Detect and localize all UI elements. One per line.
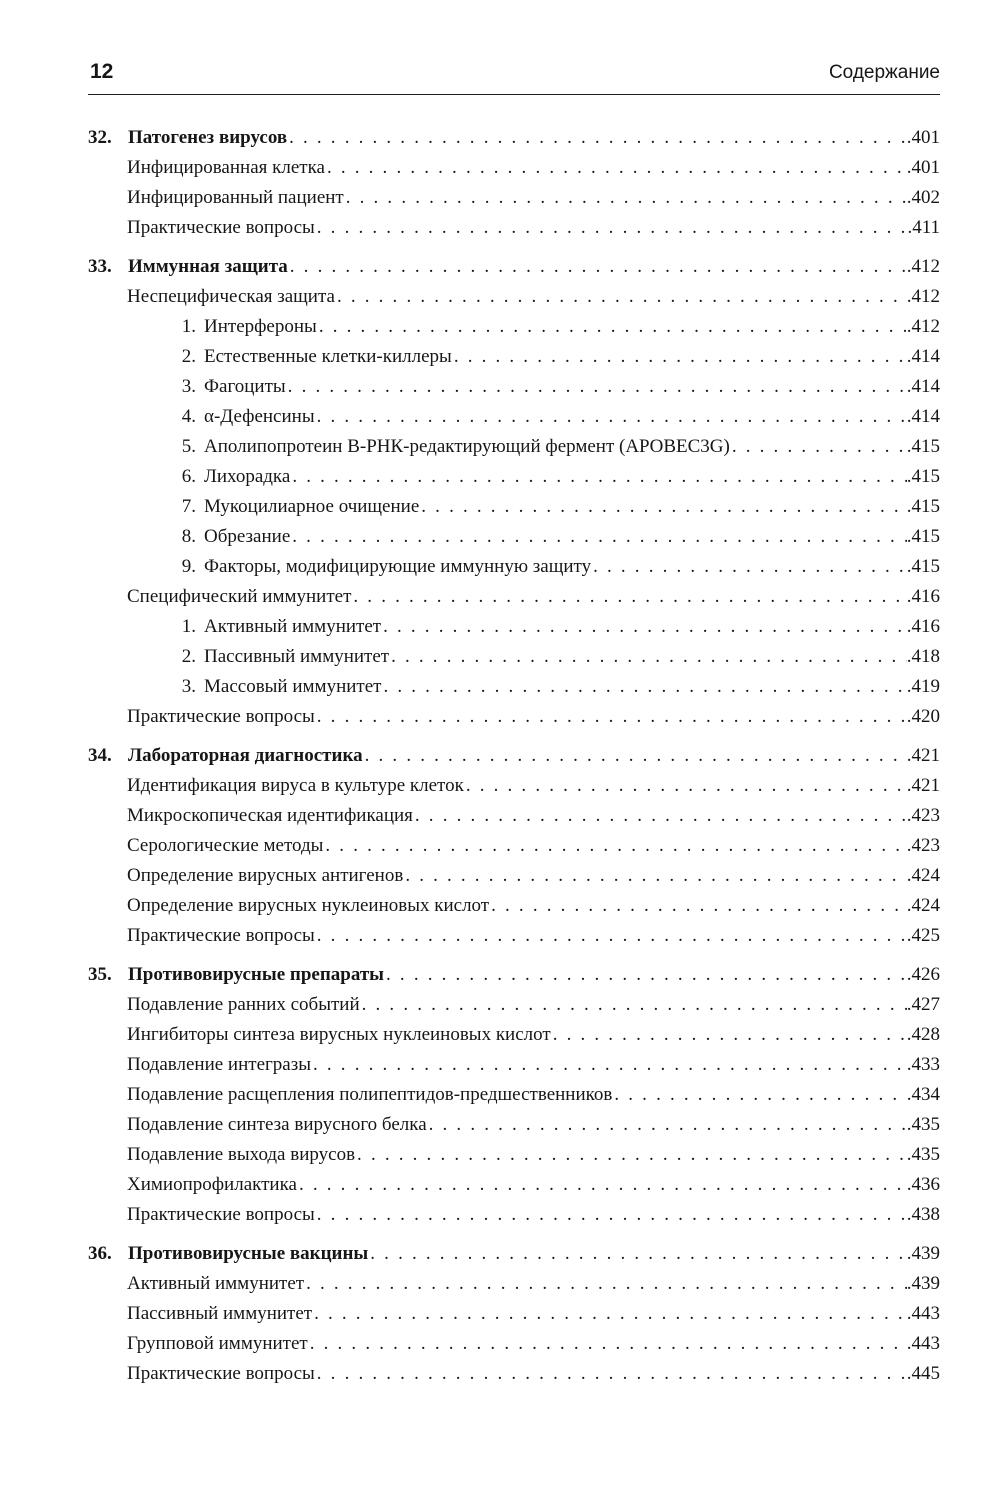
page-ref: .415 <box>906 436 940 457</box>
dot-leader <box>730 432 907 462</box>
toc-entry <box>88 1110 940 1140</box>
toc-entry <box>88 213 940 243</box>
dot-leader <box>304 1269 907 1299</box>
entry-title: Фагоциты <box>204 376 286 397</box>
page-ref: .401 <box>906 157 940 178</box>
entry-title: Специфический иммунитет <box>127 586 352 607</box>
page-ref: .445 <box>906 1363 940 1384</box>
dot-leader <box>308 1329 907 1359</box>
entry-title: Массовый иммунитет <box>204 676 382 697</box>
entry-title: Активный иммунитет <box>204 616 382 637</box>
page-ref: .416 <box>906 616 940 637</box>
toc-entry <box>88 801 940 831</box>
dot-leader <box>311 1050 907 1080</box>
page-ref: .421 <box>906 745 940 766</box>
table-of-contents <box>88 122 940 1397</box>
entry-title: Определение вирусных нуклеиновых кислот <box>127 895 490 916</box>
entry-number: 8. <box>181 526 196 547</box>
dot-leader <box>315 921 907 951</box>
toc-entry <box>88 1080 940 1110</box>
entry-title: Неспецифическая защита <box>127 286 335 307</box>
page-ref: .411 <box>907 217 940 238</box>
entry-title: Пассивный иммунитет <box>204 646 390 667</box>
toc-entry <box>88 861 940 891</box>
page-ref: .433 <box>906 1054 940 1075</box>
chapter-number: 32. <box>88 127 112 148</box>
page-ref: .435 <box>906 1114 940 1135</box>
toc-entry <box>88 831 940 861</box>
entry-title: Практические вопросы <box>127 217 315 238</box>
dot-leader <box>315 1359 907 1389</box>
entry-number: 5. <box>181 436 196 457</box>
toc-subentry <box>88 552 940 582</box>
toc-subentry <box>88 372 940 402</box>
entry-number: 2. <box>181 346 196 367</box>
page-ref: .425 <box>906 925 940 946</box>
toc-subentry <box>88 432 940 462</box>
page-ref: .412 <box>906 286 940 307</box>
entry-number: 4. <box>181 406 196 427</box>
toc-entry <box>88 153 940 183</box>
entry-title: α-Дефенсины <box>204 406 315 427</box>
entry-title: Подавление синтеза вирусного белка <box>127 1114 427 1135</box>
page-ref: .438 <box>906 1204 940 1225</box>
page-ref: .443 <box>906 1303 940 1324</box>
toc-subentry <box>88 462 940 492</box>
dot-leader <box>384 959 907 990</box>
entry-title: Практические вопросы <box>127 1204 315 1225</box>
entry-title: Ингибиторы синтеза вирусных нуклеиновых кислот <box>127 1024 551 1045</box>
dot-leader <box>287 122 907 153</box>
chapter-heading <box>88 251 940 282</box>
toc-entry <box>88 183 940 213</box>
entry-title: Серологические методы <box>127 835 324 856</box>
dot-leader <box>317 312 907 342</box>
entry-number: 7. <box>181 496 196 517</box>
page-ref: .414 <box>906 376 940 397</box>
dot-leader <box>489 891 907 921</box>
dot-leader <box>551 1020 907 1050</box>
toc-entry <box>88 1329 940 1359</box>
page-ref: .401 <box>906 127 940 148</box>
page-ref: .421 <box>906 775 940 796</box>
page-ref: .443 <box>906 1333 940 1354</box>
toc-entry <box>88 990 940 1020</box>
dot-leader <box>363 740 907 771</box>
entry-number: 1. <box>181 316 196 337</box>
toc-subentry <box>88 402 940 432</box>
dot-leader <box>452 342 907 372</box>
page-ref: .415 <box>906 466 940 487</box>
entry-title: Практические вопросы <box>127 925 315 946</box>
page-ref: .415 <box>906 556 940 577</box>
toc-entry <box>88 771 940 801</box>
page-ref: .416 <box>906 586 940 607</box>
entry-title: Практические вопросы <box>127 706 315 727</box>
entry-title: Активный иммунитет <box>127 1273 305 1294</box>
entry-title: Инфицированный пациент <box>127 187 344 208</box>
entry-number: 3. <box>181 376 196 397</box>
toc-entry <box>88 1170 940 1200</box>
chapter-title: Лабораторная диагностика <box>128 745 363 766</box>
toc-entry <box>88 582 940 612</box>
page-ref: .428 <box>906 1024 940 1045</box>
dot-leader <box>344 183 907 213</box>
dot-leader <box>315 1200 907 1230</box>
entry-title: Подавление выхода вирусов <box>127 1144 356 1165</box>
toc-chapter-33 <box>88 251 940 732</box>
dot-leader <box>464 771 907 801</box>
dot-leader <box>335 282 907 312</box>
entry-title: Практические вопросы <box>127 1363 315 1384</box>
page-ref: .402 <box>906 187 940 208</box>
dot-leader <box>297 1170 907 1200</box>
chapter-heading <box>88 122 940 153</box>
toc-entry <box>88 1299 940 1329</box>
page-ref: .419 <box>906 676 940 697</box>
chapter-number: 34. <box>88 745 112 766</box>
dot-leader <box>381 672 906 702</box>
toc-chapter-34 <box>88 740 940 951</box>
dot-leader <box>323 831 906 861</box>
page-ref: .435 <box>906 1144 940 1165</box>
chapter-number: 33. <box>88 256 112 277</box>
toc-entry <box>88 1269 940 1299</box>
dot-leader <box>413 801 907 831</box>
dot-leader <box>612 1080 906 1110</box>
toc-chapter-32 <box>88 122 940 243</box>
entry-title: Идентификация вируса в культуре клеток <box>127 775 464 796</box>
dot-leader <box>325 153 907 183</box>
dot-leader <box>290 462 906 492</box>
entry-title: Обрезание <box>204 526 291 547</box>
dot-leader <box>403 861 906 891</box>
entry-title: Определение вирусных антигенов <box>127 865 404 886</box>
page-ref: .412 <box>906 256 940 277</box>
toc-chapter-35 <box>88 959 940 1230</box>
page-ref: .439 <box>906 1273 940 1294</box>
entry-number: 2. <box>181 646 196 667</box>
page-ref: .414 <box>906 346 940 367</box>
page-ref: .439 <box>906 1243 940 1264</box>
toc-entry <box>88 1050 940 1080</box>
entry-number: 6. <box>181 466 196 487</box>
entry-title: Групповой иммунитет <box>127 1333 308 1354</box>
entry-title: Пассивный иммунитет <box>127 1303 313 1324</box>
dot-leader <box>315 402 907 432</box>
dot-leader <box>360 990 907 1020</box>
toc-chapter-36 <box>88 1238 940 1389</box>
page-header <box>88 58 940 95</box>
page-ref: .426 <box>906 964 940 985</box>
entry-number: 9. <box>181 556 196 577</box>
dot-leader <box>315 213 908 243</box>
toc-subentry <box>88 492 940 522</box>
chapter-number: 35. <box>88 964 112 985</box>
page-ref: .424 <box>906 865 940 886</box>
page-ref: .415 <box>906 526 940 547</box>
toc-entry <box>88 1200 940 1230</box>
toc-entry <box>88 1359 940 1389</box>
dot-leader <box>419 492 906 522</box>
chapter-heading <box>88 1238 940 1269</box>
toc-entry <box>88 282 940 312</box>
toc-subentry <box>88 312 940 342</box>
dot-leader <box>355 1140 907 1170</box>
entry-title: Аполипопротеин В-РНК-редактирующий фермент (APOBEC3G) <box>204 436 730 457</box>
page-ref: .423 <box>906 835 940 856</box>
page-ref: .420 <box>906 706 940 727</box>
running-head: Содержание <box>828 62 940 83</box>
dot-leader <box>427 1110 907 1140</box>
entry-number: 1. <box>181 616 196 637</box>
chapter-heading <box>88 740 940 771</box>
entry-title: Подавление ранних событий <box>127 994 360 1015</box>
dot-leader <box>288 251 907 282</box>
page-ref: .414 <box>906 406 940 427</box>
entry-title: Лихорадка <box>204 466 291 487</box>
page-ref: .418 <box>906 646 940 667</box>
chapter-heading <box>88 959 940 990</box>
dot-leader <box>312 1299 907 1329</box>
toc-subentry <box>88 342 940 372</box>
entry-title: Подавление интегразы <box>127 1054 311 1075</box>
chapter-title: Иммунная защита <box>128 256 288 277</box>
page-ref: .427 <box>906 994 940 1015</box>
page-ref: .436 <box>906 1174 940 1195</box>
dot-leader <box>351 582 906 612</box>
toc-entry <box>88 921 940 951</box>
dot-leader <box>290 522 906 552</box>
dot-leader <box>389 642 907 672</box>
dot-leader <box>381 612 907 642</box>
entry-number: 3. <box>181 676 196 697</box>
entry-title: Инфицированная клетка <box>127 157 325 178</box>
dot-leader <box>591 552 907 582</box>
toc-subentry <box>88 612 940 642</box>
toc-entry <box>88 702 940 732</box>
toc-subentry <box>88 522 940 552</box>
dot-leader <box>315 702 907 732</box>
toc-subentry <box>88 672 940 702</box>
dot-leader <box>286 372 907 402</box>
chapter-title: Противовирусные вакцины <box>128 1243 369 1264</box>
toc-entry <box>88 1020 940 1050</box>
toc-entry <box>88 1140 940 1170</box>
chapter-title: Противовирусные препараты <box>128 964 385 985</box>
page-number: 12 <box>90 60 114 83</box>
entry-title: Интерфероны <box>204 316 317 337</box>
toc-subentry <box>88 642 940 672</box>
page-ref: .434 <box>906 1084 940 1105</box>
chapter-title: Патогенез вирусов <box>128 127 288 148</box>
page-ref: .423 <box>906 805 940 826</box>
entry-title: Химиопрофилактика <box>127 1174 297 1195</box>
dot-leader <box>368 1238 906 1269</box>
page-ref: .412 <box>906 316 940 337</box>
entry-title: Факторы, модифицирующие иммунную защиту <box>204 556 592 577</box>
entry-title: Подавление расщепления полипептидов-предшественников <box>127 1084 613 1105</box>
page-ref: .415 <box>906 496 940 517</box>
chapter-number: 36. <box>88 1243 112 1264</box>
page-ref: .424 <box>906 895 940 916</box>
entry-title: Мукоцилиарное очищение <box>204 496 420 517</box>
entry-title: Микроскопическая идентификация <box>127 805 413 826</box>
toc-entry <box>88 891 940 921</box>
entry-title: Естественные клетки-киллеры <box>204 346 452 367</box>
